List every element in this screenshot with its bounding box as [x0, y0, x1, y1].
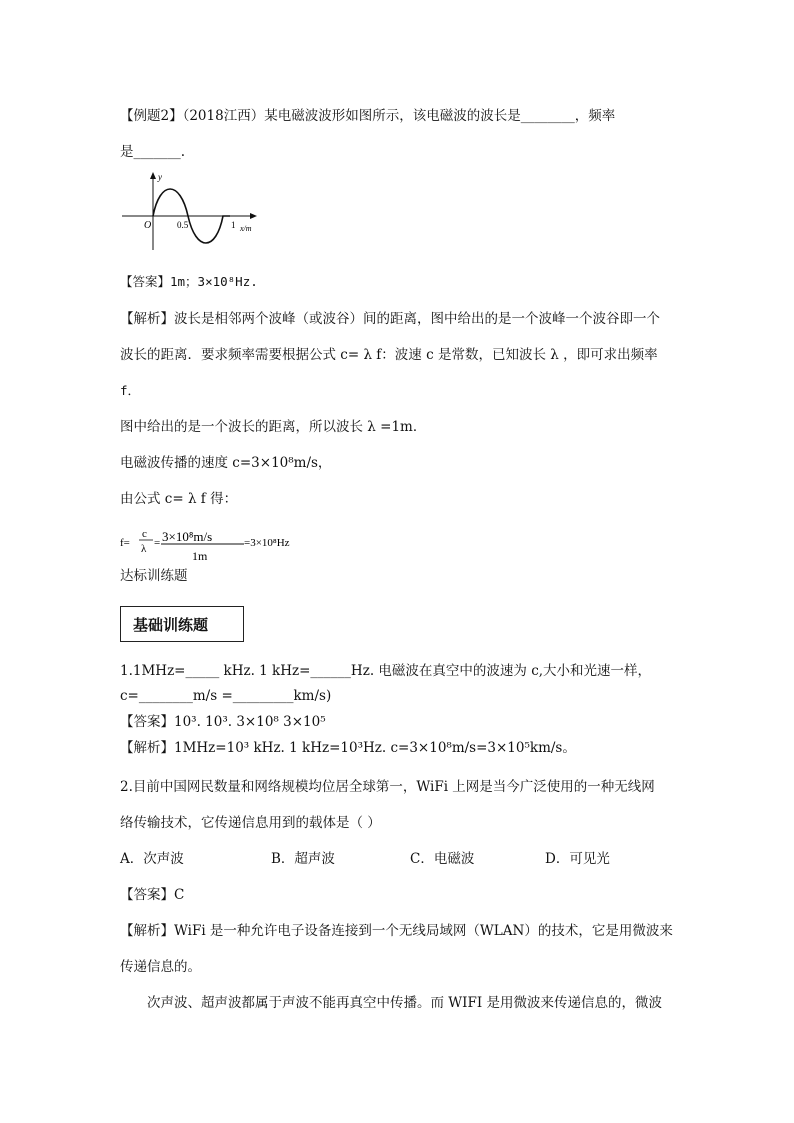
example-analysis-line-6: 由公式 c= λ f 得： — [120, 491, 238, 507]
example-analysis-line-1: 【解析】波长是相邻两个波峰（或波谷）间的距离，图中给出的是一个波峰一个波谷即一个 — [120, 311, 660, 327]
q2-option-d: D．可见光 — [545, 851, 610, 867]
q2-line-1: 2.目前中国网民数量和网络规模均位居全球第一，WiFi 上网是当今广泛使用的一种无线网 — [120, 779, 655, 795]
example-title-line-2: 是_______. — [120, 144, 186, 160]
q1-analysis: 【解析】1MHz=10³ kHz. 1 kHz=10³Hz. c=3×10⁸m/s=3×10⁵km/s。 — [120, 740, 576, 756]
q2-option-a: A．次声波 — [120, 851, 184, 867]
formula-num-small: c — [142, 528, 147, 540]
example-answer: 【答案】1m；3×10⁸Hz. — [120, 274, 258, 289]
q2-option-b: B．超声波 — [271, 851, 335, 867]
example-analysis-line-3: f． — [120, 383, 141, 398]
formula-den-small: λ — [141, 543, 147, 555]
y-axis-label: y — [158, 172, 162, 182]
example-analysis-line-4: 图中给出的是一个波长的距离，所以波长 λ =1m． — [120, 419, 427, 435]
frequency-formula — [120, 525, 320, 565]
q2-analysis-line-3: 次声波、超声波都属于声波不能再真空中传播。而 WIFI 是用微波来传递信息的，微波 — [147, 995, 662, 1011]
q2-option-c: C．电磁波 — [410, 851, 475, 867]
svg-text:=: = — [154, 537, 161, 549]
x-axis-arrow — [250, 213, 257, 219]
formula-num-big: 3×10⁸m/s — [162, 529, 213, 544]
y-axis-arrow — [150, 172, 156, 179]
q2-analysis-line-1: 【解析】WiFi 是一种允许电子设备连接到一个无线局域网（WLAN）的技术，它是用微波来 — [120, 923, 673, 939]
formula-result: =3×10⁸Hz — [244, 537, 290, 549]
formula-lhs: f= — [120, 537, 130, 549]
section-title: 达标训练题 — [120, 568, 188, 584]
example-analysis-line-5: 电磁波传播的速度 c=3×10⁸m/s， — [120, 455, 332, 471]
basic-training-title: 基础训练题 — [133, 616, 209, 634]
basic-training-box — [120, 606, 244, 642]
q2-answer: 【答案】C — [120, 887, 185, 903]
q2-analysis-line-2: 传递信息的。 — [120, 959, 201, 975]
origin-label: O — [144, 220, 152, 231]
q1-answer: 【答案】10³. 10³. 3×10⁸ 3×10⁵ — [120, 714, 326, 730]
tick-label-0.5: 0.5 — [177, 220, 189, 230]
example-title-line: 【例题2】（2018江西）某电磁波波形如图所示，该电磁波的波长是________，频率 — [120, 108, 616, 124]
formula-den-big: 1m — [192, 549, 208, 563]
q2-line-2: 络传输技术，它传递信息用到的载体是（ ） — [120, 815, 381, 831]
x-axis-label: x/m — [240, 224, 252, 233]
example-analysis-line-2: 波长的距离．要求频率需要根据公式 c= λ f：波速 c 是常数，已知波长 λ ，即可求出频率 — [120, 347, 658, 363]
wave-figure — [120, 170, 265, 252]
q1-line-2: c=________m/s =_________km/s) — [120, 688, 332, 704]
q1-line-1: 1.1MHz=_____ kHz. 1 kHz=______Hz. 电磁波在真空中的波速为 c,大小和光速一样， — [120, 663, 652, 679]
tick-label-1: 1 — [231, 220, 236, 230]
